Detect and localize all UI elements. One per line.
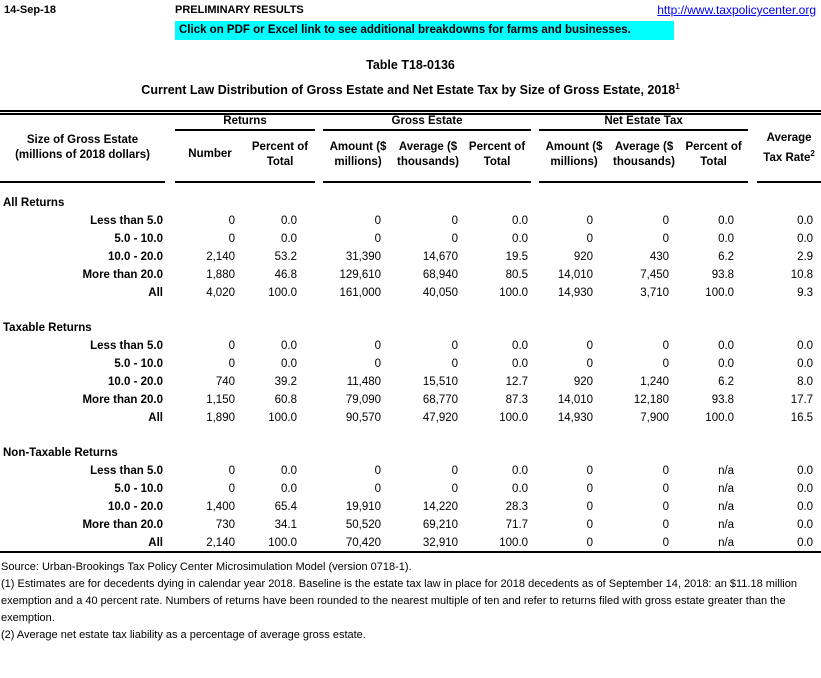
value-cell: 0.0: [281, 340, 298, 352]
value-cell: 1,880: [206, 269, 235, 281]
row-label: 10.0 - 20.0: [108, 501, 163, 513]
value-cell: 68,770: [422, 394, 459, 406]
column-gap: [531, 462, 539, 480]
column-gap: [531, 391, 539, 409]
average-tax-rate-text: Average Tax Rate: [763, 131, 812, 164]
table-row: [0, 516, 821, 534]
value-cell: 50,520: [345, 519, 382, 531]
value-cell: 34.1: [274, 519, 298, 531]
column-gap: [748, 498, 757, 516]
value-cell: 0: [451, 215, 459, 227]
column-gap: [748, 266, 757, 284]
value-cell: 430: [649, 251, 670, 263]
table-bottom-rule: [0, 552, 821, 553]
col-header-avg-net: Average ($ thousands): [609, 130, 679, 182]
value-cell: 12,180: [633, 394, 670, 406]
table-title: [0, 82, 821, 97]
column-gap: [748, 391, 757, 409]
table-row: [0, 266, 821, 284]
value-cell: 90,570: [345, 412, 382, 424]
column-gap: [531, 480, 539, 498]
table-row: [0, 212, 821, 230]
value-cell: n/a: [718, 536, 735, 549]
column-gap: [315, 480, 323, 498]
value-cell: 7,450: [640, 269, 670, 281]
column-gap: [531, 409, 539, 427]
value-cell: 32,910: [422, 536, 459, 549]
value-cell: 0: [228, 483, 235, 495]
column-gap: [165, 113, 175, 183]
value-cell: 0: [586, 519, 594, 531]
row-label: 5.0 - 10.0: [114, 233, 163, 245]
returns-group-header: Returns: [175, 113, 315, 131]
value-cell: 7,900: [640, 412, 670, 424]
value-cell: 93.8: [711, 394, 735, 406]
size-column-header-line2: (millions of 2018 dollars): [15, 149, 150, 161]
value-cell: 2,140: [206, 536, 235, 549]
value-cell: 80.5: [505, 269, 529, 281]
gross-estate-group-header: Gross Estate: [323, 113, 531, 131]
value-cell: 100.0: [499, 412, 529, 424]
value-cell-avg-tax-rate: 0.0: [797, 483, 814, 495]
column-gap: [165, 480, 175, 498]
table-row: [0, 284, 821, 302]
column-gap: [531, 534, 539, 552]
column-gap: [165, 498, 175, 516]
column-gap: [315, 248, 323, 266]
gap-cell: [0, 182, 821, 194]
value-cell: 0: [374, 465, 382, 477]
column-gap: [531, 355, 539, 373]
column-gap: [315, 498, 323, 516]
column-gap: [531, 230, 539, 248]
value-cell: 100.0: [499, 287, 529, 299]
value-cell: 39.2: [274, 376, 298, 388]
row-label: 5.0 - 10.0: [114, 358, 163, 370]
column-gap: [531, 373, 539, 391]
column-gap: [748, 409, 757, 427]
column-gap: [165, 391, 175, 409]
top-bar: [0, 3, 821, 21]
value-cell-avg-tax-rate: 0.0: [797, 233, 814, 245]
value-cell: 0: [662, 358, 670, 370]
column-gap: [165, 248, 175, 266]
footnote-line: (2) Average net estate tax liability as a percentage of average gross estate.: [1, 629, 366, 641]
row-label: 10.0 - 20.0: [108, 251, 163, 263]
table-row: [0, 248, 821, 266]
column-gap: [165, 462, 175, 480]
row-label: All: [148, 412, 163, 424]
value-cell-avg-tax-rate: 0.0: [797, 501, 814, 513]
row-label: All: [148, 536, 163, 549]
value-cell: 0: [228, 215, 235, 227]
value-cell: 12.7: [505, 376, 529, 388]
section-header-row: [0, 319, 821, 337]
value-cell: n/a: [718, 519, 735, 531]
value-cell: 69,210: [422, 519, 459, 531]
value-cell: 0.0: [512, 483, 529, 495]
value-cell: 0.0: [718, 358, 735, 370]
footnote-line: (1) Estimates are for decedents dying in calendar year 2018. Baseline is the estate tax law in place for 2018 decedents as of September 14, 2018: an $11.18 million exemption and a 40 percent rate. Numbers of returns have been rounded to the nearest multiple of ten and refer to returns filed with gross estate greater than the exemption.: [1, 578, 797, 624]
col-header-avg-gross: Average ($ thousands): [393, 130, 463, 182]
row-label: 10.0 - 20.0: [108, 376, 163, 388]
value-cell: 730: [215, 519, 235, 531]
value-cell: 100.0: [268, 287, 298, 299]
value-cell-avg-tax-rate: 9.3: [797, 287, 814, 299]
section-header: Non-Taxable Returns: [3, 447, 118, 459]
column-gap: [315, 373, 323, 391]
col-header-amount-gross: Amount ($ millions): [323, 130, 393, 182]
value-cell: 0: [586, 465, 594, 477]
column-gap: [315, 266, 323, 284]
gap-cell: [0, 302, 821, 319]
column-gap: [531, 284, 539, 302]
value-cell: 0: [662, 519, 670, 531]
value-cell: 70,420: [345, 536, 382, 549]
value-cell: 79,090: [345, 394, 382, 406]
section-gap-row: [0, 182, 821, 194]
value-cell: 920: [573, 251, 594, 263]
value-cell: 0.0: [281, 465, 298, 477]
value-cell: 0.0: [281, 233, 298, 245]
column-gap: [748, 212, 757, 230]
title-block: [0, 58, 821, 97]
value-cell: 0.0: [718, 340, 735, 352]
size-column-header-line1: Size of Gross Estate: [26, 134, 139, 146]
table-row: [0, 391, 821, 409]
value-cell: 0: [662, 536, 670, 549]
column-gap: [165, 534, 175, 552]
table-row: [0, 480, 821, 498]
value-cell: 740: [215, 376, 235, 388]
column-gap: [531, 498, 539, 516]
date-label: 14-Sep-18: [4, 4, 56, 16]
value-cell: 0: [228, 340, 235, 352]
section-header-row: [0, 444, 821, 462]
col-header-number: Number: [175, 130, 245, 182]
column-gap: [165, 355, 175, 373]
column-gap: [315, 355, 323, 373]
value-cell: 53.2: [274, 251, 298, 263]
column-gap: [531, 266, 539, 284]
column-gap: [748, 480, 757, 498]
value-cell: 0: [662, 215, 670, 227]
value-cell: 0.0: [718, 233, 735, 245]
row-label: Less than 5.0: [90, 340, 163, 352]
value-cell: 46.8: [274, 269, 298, 281]
column-gap: [165, 373, 175, 391]
value-cell: 0: [586, 501, 594, 513]
value-cell-avg-tax-rate: 0.0: [797, 536, 814, 549]
value-cell: 60.8: [274, 394, 298, 406]
value-cell: 14,930: [557, 287, 594, 299]
value-cell: 0: [228, 465, 235, 477]
value-cell: 14,670: [422, 251, 459, 263]
column-gap: [315, 391, 323, 409]
column-gap: [165, 230, 175, 248]
value-cell: 0: [586, 358, 594, 370]
column-gap: [748, 337, 757, 355]
value-cell: 4,020: [206, 287, 235, 299]
table-row: [0, 230, 821, 248]
column-gap: [165, 337, 175, 355]
value-cell: 0: [451, 358, 459, 370]
value-cell: 0: [374, 340, 382, 352]
column-gap: [165, 212, 175, 230]
value-cell: 0: [586, 483, 594, 495]
value-cell: 19.5: [505, 251, 529, 263]
column-gap: [165, 516, 175, 534]
col-header-pct-returns: Percent of Total: [245, 130, 315, 182]
col-header-pct-net: Percent of Total: [679, 130, 748, 182]
table-number-title: Table T18-0136: [366, 58, 455, 72]
row-label: More than 20.0: [82, 269, 163, 281]
value-cell: 0.0: [718, 215, 735, 227]
table-row: [0, 355, 821, 373]
row-label: Less than 5.0: [90, 215, 163, 227]
value-cell: n/a: [718, 483, 735, 495]
value-cell: 0.0: [281, 215, 298, 227]
value-cell: 65.4: [274, 501, 298, 513]
section-header: All Returns: [3, 197, 65, 209]
value-cell-avg-tax-rate: 0.0: [797, 340, 814, 352]
preliminary-results-label: PRELIMINARY RESULTS: [175, 4, 304, 16]
value-cell: 0: [586, 215, 594, 227]
column-gap: [531, 248, 539, 266]
value-cell-avg-tax-rate: 17.7: [790, 394, 814, 406]
row-label: 5.0 - 10.0: [114, 483, 163, 495]
value-cell: 0: [451, 465, 459, 477]
value-cell: 71.7: [505, 519, 529, 531]
value-cell: 0: [662, 340, 670, 352]
value-cell: 3,710: [640, 287, 670, 299]
value-cell: 0: [586, 233, 594, 245]
table-title-footnote-ref: 1: [675, 82, 680, 91]
value-cell: 100.0: [268, 412, 298, 424]
value-cell: 0.0: [512, 358, 529, 370]
column-gap: [315, 337, 323, 355]
column-gap: [315, 212, 323, 230]
value-cell: 920: [573, 376, 594, 388]
value-cell: 1,400: [206, 501, 235, 513]
row-label: More than 20.0: [82, 519, 163, 531]
value-cell: 0: [662, 465, 670, 477]
table-row: [0, 534, 821, 552]
value-cell: 68,940: [422, 269, 459, 281]
net-estate-tax-group-header: Net Estate Tax: [539, 113, 748, 131]
table-row: [0, 462, 821, 480]
value-cell: 0: [586, 340, 594, 352]
value-cell: 0: [228, 358, 235, 370]
footnotes: [1, 559, 821, 644]
value-cell: 100.0: [268, 536, 298, 549]
column-gap: [748, 284, 757, 302]
value-cell: 0: [662, 483, 670, 495]
table-body: [0, 182, 821, 552]
column-gap: [315, 462, 323, 480]
value-cell: 1,150: [206, 394, 235, 406]
value-cell: 0.0: [512, 215, 529, 227]
column-gap: [315, 516, 323, 534]
column-gap: [165, 266, 175, 284]
row-label: More than 20.0: [82, 394, 163, 406]
value-cell: 161,000: [339, 287, 382, 299]
value-cell: 100.0: [705, 287, 735, 299]
value-cell: 14,220: [422, 501, 459, 513]
value-cell: 28.3: [505, 501, 529, 513]
column-gap: [748, 534, 757, 552]
value-cell: 19,910: [345, 501, 382, 513]
column-gap: [315, 284, 323, 302]
value-cell: 6.2: [718, 251, 735, 263]
value-cell: 0.0: [281, 358, 298, 370]
column-gap: [315, 113, 323, 183]
average-tax-rate-footnote-ref: 2: [810, 148, 815, 158]
value-cell: 47,920: [422, 412, 459, 424]
size-column-header: [0, 113, 165, 183]
value-cell: 1,240: [640, 376, 670, 388]
value-cell: 0: [451, 340, 459, 352]
value-cell: 11,480: [346, 376, 382, 388]
column-gap: [748, 373, 757, 391]
value-cell: 40,050: [422, 287, 459, 299]
table-row: [0, 498, 821, 516]
value-cell-avg-tax-rate: 0.0: [797, 519, 814, 531]
value-cell: 0.0: [512, 465, 529, 477]
value-cell: 2,140: [206, 251, 235, 263]
taxpolicycenter-link[interactable]: http://www.taxpolicycenter.org: [657, 3, 816, 17]
section-gap-row: [0, 427, 821, 444]
row-label: Less than 5.0: [90, 465, 163, 477]
value-cell: 0: [228, 233, 235, 245]
section-gap-row: [0, 302, 821, 319]
value-cell: 0: [451, 483, 459, 495]
column-gap: [531, 113, 539, 183]
value-cell: 14,010: [557, 269, 594, 281]
value-cell: n/a: [718, 465, 735, 477]
gap-cell: [0, 427, 821, 444]
col-header-amount-net: Amount ($ millions): [539, 130, 609, 182]
value-cell-avg-tax-rate: 0.0: [797, 215, 814, 227]
estate-table: [0, 110, 821, 553]
value-cell-avg-tax-rate: 2.9: [797, 251, 814, 263]
value-cell: 14,930: [557, 412, 594, 424]
estate-table-wrap: [0, 110, 821, 553]
value-cell: 0: [374, 483, 382, 495]
value-cell: 0: [374, 233, 382, 245]
footnote-line: Source: Urban-Brookings Tax Policy Center Microsimulation Model (version 0718-1).: [1, 561, 412, 573]
column-gap: [315, 230, 323, 248]
row-label: All: [148, 287, 163, 299]
value-cell-avg-tax-rate: 0.0: [797, 358, 814, 370]
column-gap: [165, 284, 175, 302]
value-cell: 14,010: [557, 394, 594, 406]
value-cell: 0: [662, 501, 670, 513]
value-cell: 100.0: [499, 536, 529, 549]
average-tax-rate-header: [757, 113, 821, 183]
value-cell: 0: [451, 233, 459, 245]
section-header-row: [0, 194, 821, 212]
value-cell: 0: [662, 233, 670, 245]
column-gap: [748, 355, 757, 373]
value-cell: 100.0: [705, 412, 735, 424]
column-gap: [315, 409, 323, 427]
table-title-text: Current Law Distribution of Gross Estate and Net Estate Tax by Size of Gross Estate, 2018: [141, 83, 676, 98]
value-cell-avg-tax-rate: 0.0: [797, 465, 814, 477]
column-gap: [748, 248, 757, 266]
table-row: [0, 337, 821, 355]
column-gap: [531, 337, 539, 355]
highlight-banner: Click on PDF or Excel link to see additional breakdowns for farms and businesses.: [175, 21, 674, 40]
column-gap: [748, 516, 757, 534]
value-cell: 129,610: [339, 269, 382, 281]
col-header-pct-gross: Percent of Total: [463, 130, 531, 182]
value-cell-avg-tax-rate: 16.5: [790, 412, 814, 424]
column-gap: [315, 534, 323, 552]
column-gap: [748, 462, 757, 480]
column-gap: [748, 113, 757, 183]
value-cell: 0: [374, 358, 382, 370]
value-cell: 93.8: [711, 269, 735, 281]
value-cell: 15,510: [422, 376, 459, 388]
column-gap: [748, 230, 757, 248]
value-cell: 0.0: [512, 340, 529, 352]
value-cell: 6.2: [718, 376, 735, 388]
value-cell-avg-tax-rate: 10.8: [790, 269, 814, 281]
value-cell: 1,890: [206, 412, 235, 424]
value-cell-avg-tax-rate: 8.0: [797, 376, 814, 388]
column-gap: [531, 212, 539, 230]
column-gap: [531, 516, 539, 534]
column-gap: [165, 409, 175, 427]
value-cell: 0: [586, 536, 594, 549]
table-row: [0, 409, 821, 427]
value-cell: 0.0: [512, 233, 529, 245]
value-cell: 0.0: [281, 483, 298, 495]
value-cell: 87.3: [505, 394, 529, 406]
section-header: Taxable Returns: [3, 322, 92, 334]
table-row: [0, 373, 821, 391]
value-cell: 0: [374, 215, 382, 227]
value-cell: 31,390: [345, 251, 382, 263]
value-cell: n/a: [718, 501, 735, 513]
